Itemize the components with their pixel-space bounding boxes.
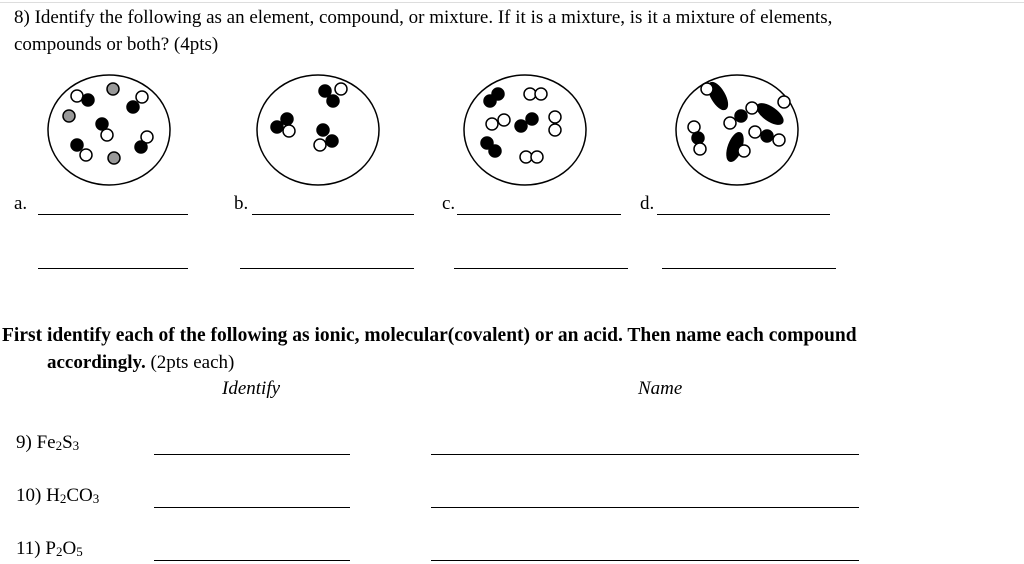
white-atom xyxy=(524,88,536,100)
black-atom xyxy=(96,118,108,130)
question-10 xyxy=(16,485,99,510)
chemical-formula xyxy=(37,432,80,453)
identify-blank-11[interactable] xyxy=(154,560,350,561)
question-number: 10) xyxy=(16,485,47,506)
question-9 xyxy=(16,432,79,457)
black-atom xyxy=(692,132,704,144)
formula-part: 2 xyxy=(59,491,67,506)
black-atom xyxy=(526,113,538,125)
points-label: (2pts each) xyxy=(145,352,235,373)
black-atom xyxy=(761,130,773,142)
black-atom xyxy=(319,85,331,97)
answer-blank-d2[interactable] xyxy=(662,268,836,269)
white-atom xyxy=(71,90,83,102)
white-atom xyxy=(101,129,113,141)
answer-blank-c2[interactable] xyxy=(454,268,628,269)
section-instructions-2: accordingly. xyxy=(47,352,146,373)
answer-blank-b2[interactable] xyxy=(240,268,414,269)
formula-part: 2 xyxy=(55,438,63,453)
black-atom xyxy=(127,101,139,113)
white-atom xyxy=(549,124,561,136)
answer-blank-c[interactable] xyxy=(457,214,621,215)
white-atom xyxy=(701,83,713,95)
label-a: a. xyxy=(14,193,28,214)
label-c: c. xyxy=(442,193,456,214)
white-atom xyxy=(688,121,700,133)
formula-part: O xyxy=(62,538,77,559)
question-8-text-2: compounds or both? (4pts) xyxy=(14,34,219,55)
white-atom xyxy=(531,151,543,163)
answer-blank-b[interactable] xyxy=(252,214,414,215)
white-atom xyxy=(549,111,561,123)
identify-blank-10[interactable] xyxy=(154,507,350,508)
answer-blank-a[interactable] xyxy=(38,214,188,215)
formula-part: 3 xyxy=(92,491,100,506)
black-atom xyxy=(135,141,147,153)
white-atom xyxy=(694,143,706,155)
question-number: 9) xyxy=(16,432,37,453)
particle-diagrams xyxy=(0,0,1024,200)
black-atom xyxy=(492,88,504,100)
formula-part: 5 xyxy=(76,544,83,559)
white-atom xyxy=(773,134,785,146)
formula-part: 3 xyxy=(72,438,80,453)
black-atom xyxy=(281,113,293,125)
white-atom xyxy=(498,114,510,126)
white-atom xyxy=(136,91,148,103)
white-atom xyxy=(335,83,347,95)
white-atom xyxy=(486,118,498,130)
black-atom xyxy=(317,124,329,136)
chemical-formula xyxy=(45,538,82,559)
name-blank-11[interactable] xyxy=(431,560,859,561)
name-blank-9[interactable] xyxy=(431,454,859,455)
white-atom xyxy=(80,149,92,161)
gray-atom xyxy=(107,83,119,95)
label-d: d. xyxy=(640,193,655,214)
white-atom xyxy=(749,126,761,138)
white-atom xyxy=(535,88,547,100)
section-instructions: First identify each of the following as ionic, molecular(covalent) or an acid. Then name each compound xyxy=(2,325,857,346)
label-b: b. xyxy=(234,193,249,214)
gray-atom xyxy=(108,152,120,164)
question-11 xyxy=(16,538,83,563)
formula-part: 2 xyxy=(55,544,63,559)
identify-blank-9[interactable] xyxy=(154,454,350,455)
answer-blank-a2[interactable] xyxy=(38,268,188,269)
name-blank-10[interactable] xyxy=(431,507,859,508)
white-atom xyxy=(746,102,758,114)
formula-part: H xyxy=(46,485,60,506)
black-atom xyxy=(735,110,747,122)
black-atom xyxy=(82,94,94,106)
black-atom xyxy=(71,139,83,151)
chemical-formula xyxy=(46,485,99,506)
column-name: Name xyxy=(638,378,683,399)
formula-part: S xyxy=(62,432,73,453)
gray-atom xyxy=(63,110,75,122)
black-atom xyxy=(327,95,339,107)
question-number: 11) xyxy=(16,538,46,559)
white-atom xyxy=(778,96,790,108)
black-atom xyxy=(515,120,527,132)
white-atom xyxy=(724,117,736,129)
question-8-text: 8) Identify the following as an element, compound, or mixture. If it is a mixture, is it a mixture of elements, xyxy=(14,7,833,28)
black-atom xyxy=(271,121,283,133)
white-atom xyxy=(520,151,532,163)
answer-blank-d[interactable] xyxy=(657,214,830,215)
white-atom xyxy=(314,139,326,151)
white-atom xyxy=(738,145,750,157)
column-identify: Identify xyxy=(222,378,281,399)
formula-part: P xyxy=(45,538,56,559)
formula-part: CO xyxy=(66,485,93,506)
black-atom xyxy=(489,145,501,157)
black-atom xyxy=(326,135,338,147)
formula-part: Fe xyxy=(36,432,56,453)
white-atom xyxy=(283,125,295,137)
